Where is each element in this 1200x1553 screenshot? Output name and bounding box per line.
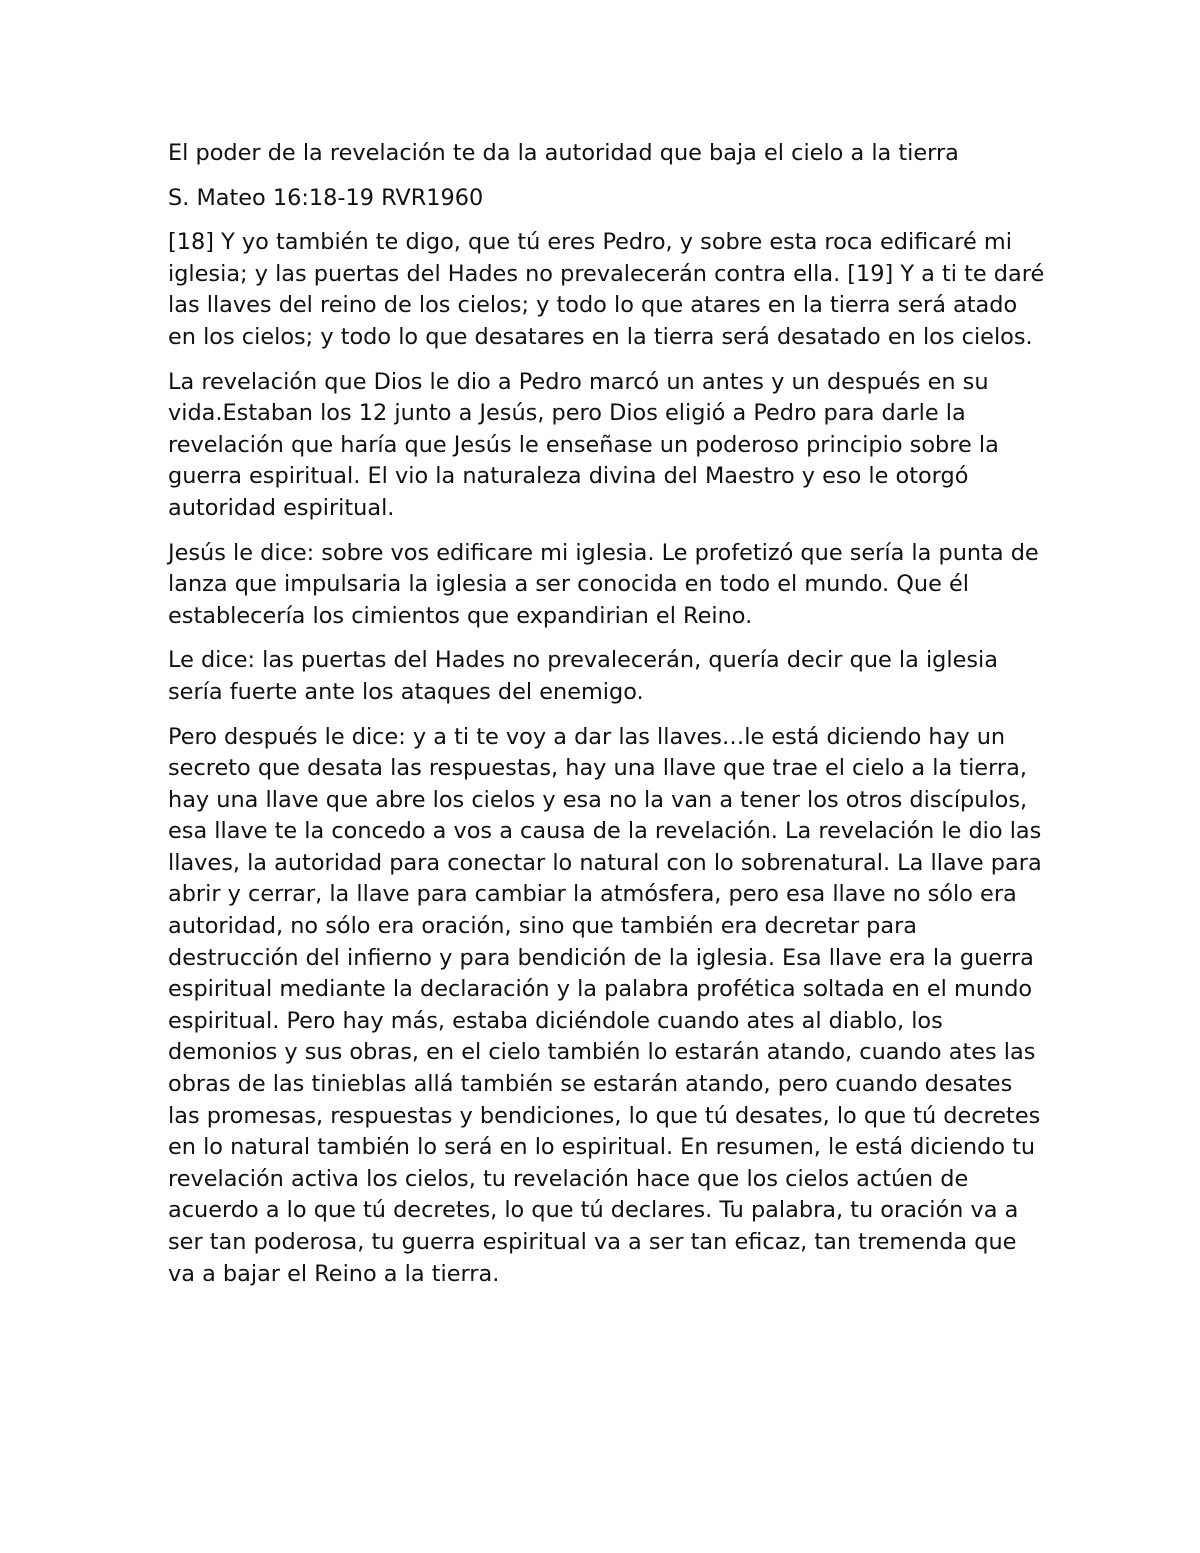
- paragraph-hades: Le dice: las puertas del Hades no prevalecerán, quería decir que la iglesia sería fuerte ante los ataques del enemigo.: [168, 647, 998, 705]
- scripture-reference: S. Mateo 16:18-19 RVR1960: [168, 184, 484, 211]
- paragraph-scripture-text: [18] Y yo también te digo, que tú eres Pedro, y sobre esta roca edificaré mi iglesia; y las puertas del Hades no prevalecerán contra ella. [19] Y a ti te daré las llaves del reino de los cielos; y todo lo que atares en la tierra será atado en los cielos; y todo lo que desatares en la tierra será desatado en los cielos.: [168, 229, 1045, 350]
- document-title: El poder de la revelación te da la autoridad que baja el cielo a la tierra: [168, 140, 959, 166]
- paragraph-revelation: La revelación que Dios le dio a Pedro marcó un antes y un después en su vida.Estaban los 12 junto a Jesús, pero Dios eligió a Pedro para darle la revelación que haría que Jesús le enseñase un poderoso principio sobre la guerra espiritual. El vio la naturaleza divina del Maestro y eso le otorgó autoridad espiritual.: [168, 368, 999, 521]
- document-body: [168, 138, 1048, 1303]
- paragraph-keys: Pero después le dice: y a ti te voy a dar las llaves…le está diciendo hay un secreto que desata las respuestas, hay una llave que trae el cielo a la tierra, hay una llave que abre los cielos y esa no la van a tener los otros discípulos, esa llave te la concedo a vos a causa de la revelación. La revelación le dio las llaves, la autoridad para conectar lo natural con lo sobrenatural. La llave para abrir y cerrar, la llave para cambiar la atmósfera, pero esa llave no sólo era autoridad, no sólo era oración, sino que también era decretar para destrucción del infierno y para bendición de la iglesia. Esa llave era la guerra espiritual mediante la declaración y la palabra profética soltada en el mundo espiritual. Pero hay más, estaba diciéndole cuando ates al diablo, los demonios y sus obras, en el cielo también lo estarán atando, cuando ates las obras de las tinieblas allá también se estarán atando, pero cuando desates las promesas, respuestas y bendiciones, lo que tú desates, lo que tú decretes en lo natural también lo será en lo espiritual. En resumen, le está diciendo tu revelación activa los cielos, tu revelación hace que los cielos actúen de acuerdo a lo que tú decretes, lo que tú declares. Tu palabra, tu oración va a ser tan poderosa, tu guerra espiritual va a ser tan eficaz, tan tremenda que va a bajar el Reino a la tierra.: [168, 723, 1042, 1287]
- paragraph-church: Jesús le dice: sobre vos edificare mi iglesia. Le profetizó que sería la punta de lanza que impulsaria la iglesia a ser conocida en todo el mundo. Que él establecería los cimientos que expandirian el Reino.: [168, 539, 1039, 629]
